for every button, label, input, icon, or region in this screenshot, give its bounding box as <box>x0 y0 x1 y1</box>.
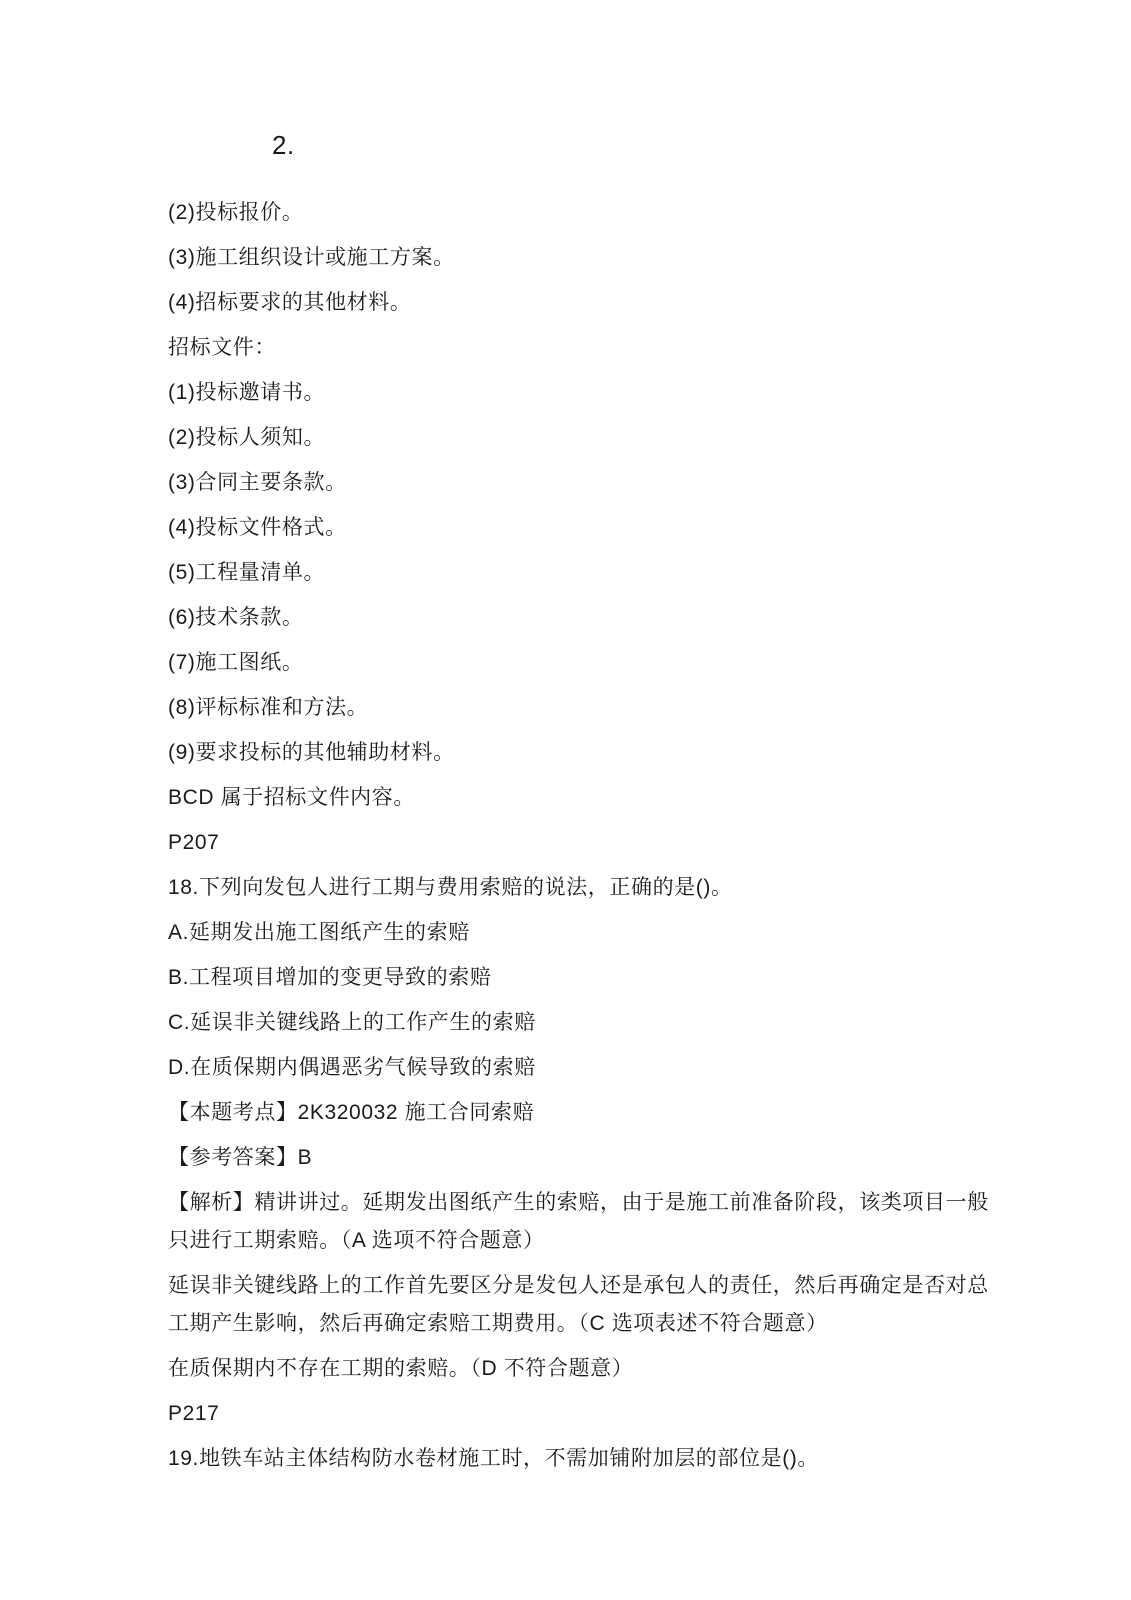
bid-doc-list-item-2-line: (2)投标报价。 <box>168 201 304 224</box>
question-18-option-d-line: D.在质保期内偶遇恶劣气候导致的索赔 <box>168 1056 536 1079</box>
question-18-answer-line: 【参考答案】B <box>168 1146 313 1169</box>
tender-doc-list-label <box>168 329 965 367</box>
question-18-option-a-line: A.延期发出施工图纸产生的索赔 <box>168 921 470 944</box>
tender-doc-list-item-4-line: (4)投标文件格式。 <box>168 516 347 539</box>
page-ref-p207 <box>168 824 965 862</box>
question-18-analysis-a <box>168 1184 989 1260</box>
tender-doc-list-item-3 <box>168 464 965 502</box>
tender-doc-list-item-9-line: (9)要求投标的其他辅助材料。 <box>168 741 455 764</box>
bid-doc-list-item-4-line: (4)招标要求的其他材料。 <box>168 291 412 314</box>
tender-doc-list-item-5-line: (5)工程量清单。 <box>168 561 326 584</box>
tender-doc-list-item-2-line: (2)投标人须知。 <box>168 426 326 449</box>
document-text-blocks <box>168 130 989 1478</box>
page-ref-p207-line: P207 <box>168 831 220 854</box>
tender-doc-list-item-6 <box>168 599 965 637</box>
tender-doc-list-item-5 <box>168 554 965 592</box>
tender-doc-list-item-1 <box>168 374 965 412</box>
page-ref-p217-line: P217 <box>168 1402 220 1425</box>
tender-doc-list-item-7 <box>168 644 965 682</box>
question-18-stem-line: 18.下列向发包人进行工期与费用索赔的说法，正确的是()。 <box>168 876 733 899</box>
tender-doc-list-item-8 <box>168 689 965 727</box>
bid-doc-list-item-3 <box>168 239 965 277</box>
answer-note-bcd-line: BCD 属于招标文件内容。 <box>168 786 415 809</box>
tender-doc-list-item-6-line: (6)技术条款。 <box>168 606 304 629</box>
question-18-analysis-d <box>168 1350 965 1388</box>
question-18-analysis-d-line: 在质保期内不存在工期的索赔。（D 不符合题意） <box>168 1357 634 1380</box>
question-19-stem-line: 19.地铁车站主体结构防水卷材施工时，不需加铺附加层的部位是()。 <box>168 1447 819 1470</box>
bid-doc-list-item-3-line: (3)施工组织设计或施工方案。 <box>168 246 455 269</box>
question-18-option-d <box>168 1049 965 1087</box>
answer-note-bcd <box>168 779 965 817</box>
page-ref-p217 <box>168 1395 965 1433</box>
tender-doc-list-item-1-line: (1)投标邀请书。 <box>168 381 326 404</box>
tender-doc-list-item-2 <box>168 419 965 457</box>
bid-doc-list-item-4 <box>168 284 965 322</box>
question-18-stem <box>168 869 965 907</box>
question-18-exam-point <box>168 1094 965 1132</box>
section-number <box>272 132 965 158</box>
tender-doc-list-label-line: 招标文件： <box>168 336 276 359</box>
question-18-answer <box>168 1139 965 1177</box>
question-18-option-c <box>168 1004 965 1042</box>
section-number-line: 2. <box>272 130 295 160</box>
tender-doc-list-item-7-line: (7)施工图纸。 <box>168 651 304 674</box>
question-18-option-b-line: B.工程项目增加的变更导致的索赔 <box>168 966 492 989</box>
question-18-analysis-a-line: 【解析】精讲讲过。延期发出图纸产生的索赔，由于是施工前准备阶段，该类项目一般 <box>168 1191 989 1214</box>
question-19-stem <box>168 1440 965 1478</box>
tender-doc-list-item-3-line: (3)合同主要条款。 <box>168 471 347 494</box>
question-18-option-c-line: C.延误非关键线路上的工作产生的索赔 <box>168 1011 536 1034</box>
question-18-analysis-c <box>168 1267 989 1343</box>
question-18-analysis-c-line: 延误非关键线路上的工作首先要区分是发包人还是承包人的责任，然后再确定是否对总 <box>168 1274 989 1297</box>
tender-doc-list-item-9 <box>168 734 965 772</box>
bid-doc-list-item-2 <box>168 194 965 232</box>
tender-doc-list-item-8-line: (8)评标标准和方法。 <box>168 696 369 719</box>
question-18-option-b <box>168 959 965 997</box>
question-18-analysis-c-line: 工期产生影响，然后再确定索赔工期费用。（C 选项表述不符合题意） <box>168 1312 828 1335</box>
question-18-exam-point-line: 【本题考点】2K320032 施工合同索赔 <box>168 1101 535 1124</box>
question-18-analysis-a-line: 只进行工期索赔。（A 选项不符合题意） <box>168 1229 545 1252</box>
tender-doc-list-item-4 <box>168 509 965 547</box>
question-18-option-a <box>168 914 965 952</box>
